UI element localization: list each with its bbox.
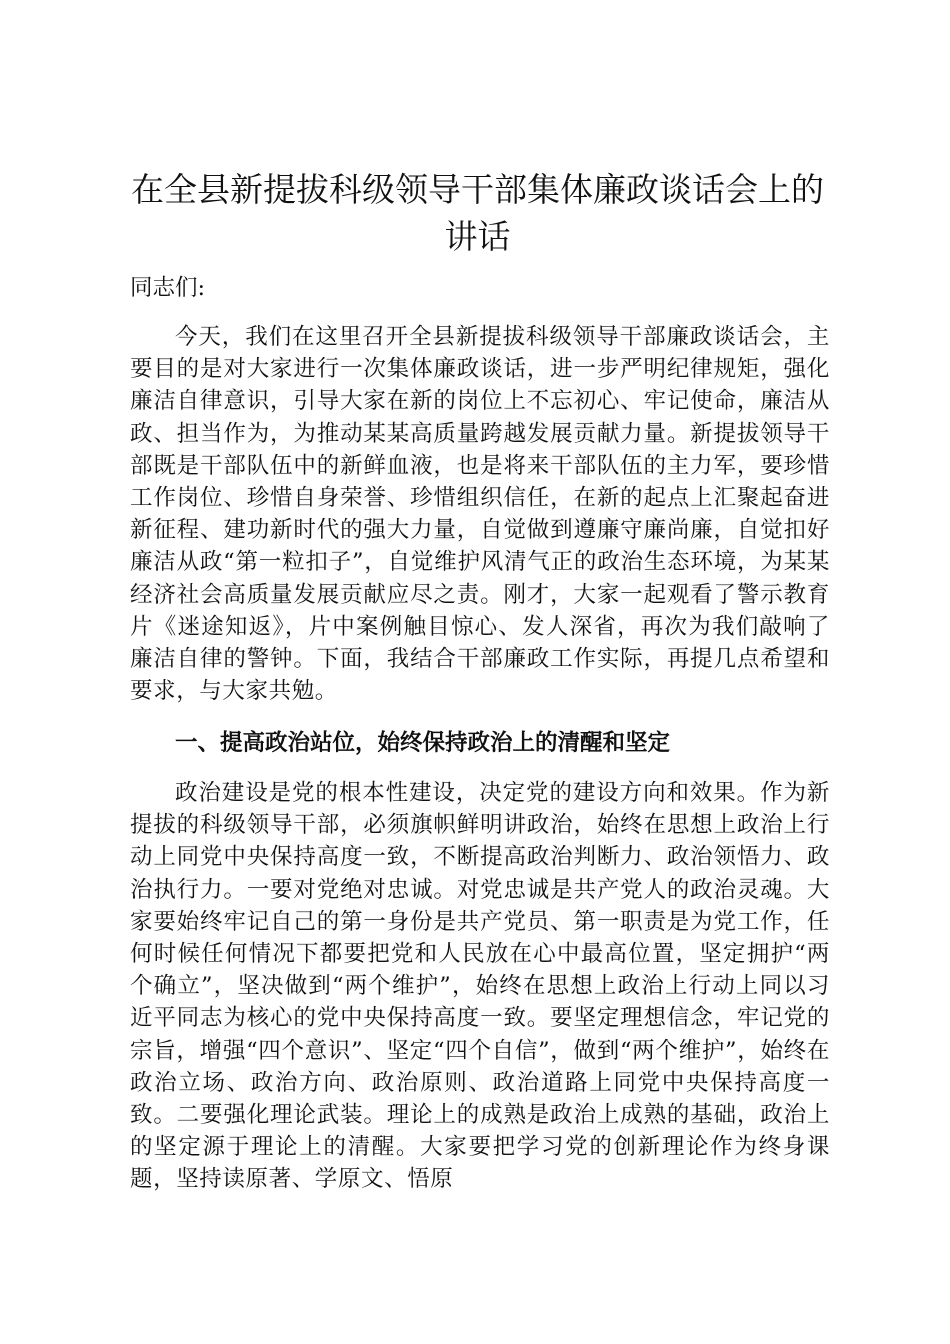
section-heading: 一、提高政治站位，始终保持政治上的清醒和坚定 [175, 730, 671, 756]
paragraph-section-one: 政治建设是党的根本性建设，决定党的建设方向和效果。作为新提拔的科级领导干部，必须旗帜鲜明讲政治，始终在思想上政治上行动上同党中央保持高度一致，不断提高政治判断力、政治领悟力、政治执行力。一要对党绝对忠诚。对党忠诚是共产党人的政治灵魂。大家要始终牢记自己的第一身份是共产党员、第一职责是为党工作，任何时候任何情况下都要把党和人民放在心中最高位置，坚定拥护“两个确立”，坚决做到“两个维护”，始终在思想上政治上行动上同以习近平同志为核心的党中央保持高度一致。要坚定理想信念，牢记党的宗旨，增强“四个意识”、坚定“四个自信”，做到“两个维护”，始终在政治立场、政治方向、政治原则、政治道路上同党中央保持高度一致。二要强化理论武装。理论上的成熟是政治上成熟的基础，政治上的坚定源于理论上的清醒。大家要把学习党的创新理论作为终身课题，坚持读原著、学原文、悟原 [130, 780, 830, 1193]
document-title: 在全县新提拔科级领导干部集体廉政谈话会上的讲话 [131, 170, 824, 256]
paragraph-intro: 今天，我们在这里召开全县新提拔科级领导干部廉政谈话会，主要目的是对大家进行一次集体廉政谈话，进一步严明纪律规矩，强化廉洁自律意识，引导大家在新的岗位上不忘初心、牢记使命，廉洁从政、担当作为，为推动某某高质量跨越发展贡献力量。新提拔领导干部既是干部队伍中的新鲜血液，也是将来干部队伍的主力军，要珍惜工作岗位、珍惜自身荣誉、珍惜组织信任，在新的起点上汇聚起奋进新征程、建功新时代的强大力量，自觉做到遵廉守廉尚廉，自觉扣好廉洁从政“第一粒扣子”，自觉维护风清气正的政治生态环境，为某某经济社会高质量发展贡献应尽之责。刚才，大家一起观看了警示教育片《迷途知返》，片中案例触目惊心、发人深省，再次为我们敲响了廉洁自律的警钟。下面，我结合干部廉政工作实际，再提几点希望和要求，与大家共勉。 [130, 324, 830, 705]
salutation: 同志们: [130, 275, 206, 301]
